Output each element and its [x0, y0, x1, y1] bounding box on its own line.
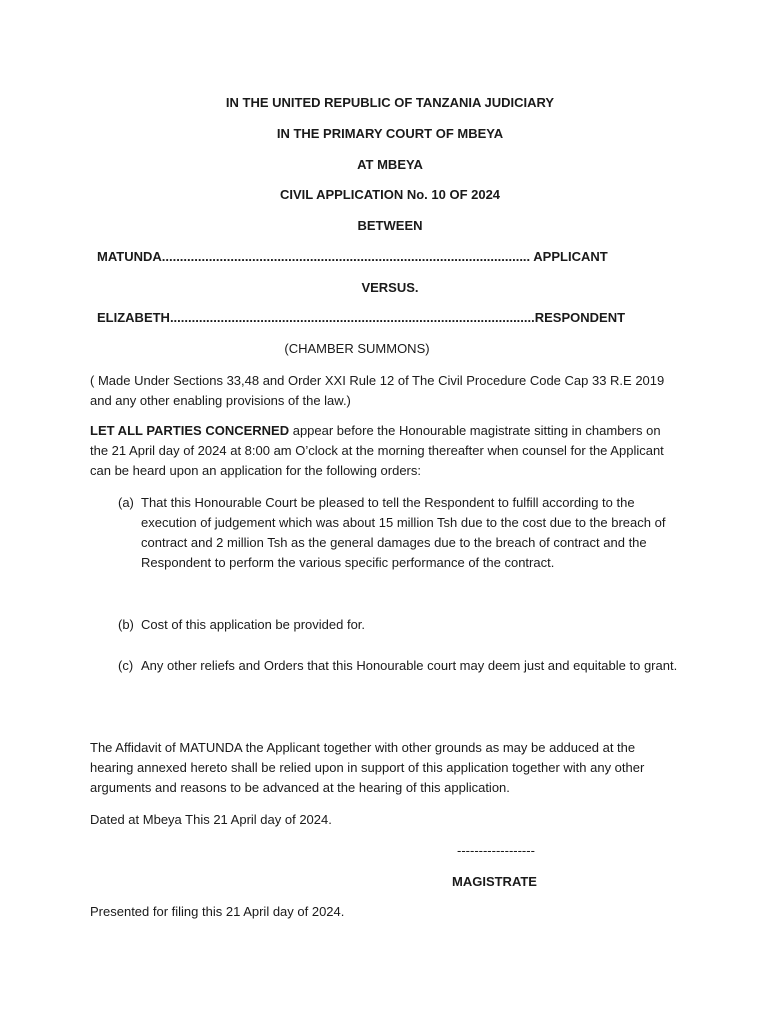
heading-republic: IN THE UNITED REPUBLIC OF TANZANIA JUDICIARY [225, 95, 555, 110]
order-text: Cost of this application be provided for. [141, 617, 366, 632]
made-under-paragraph: ( Made Under Sections 33,48 and Order XXI Rule 12 of The Civil Procedure Code Cap 33 R.E 2019 and any other enabling provisions of the law.) [90, 373, 665, 408]
heading-location: AT MBEYA [357, 157, 423, 172]
signature-line: ------------------ [457, 843, 535, 858]
heading-court: IN THE PRIMARY COURT OF MBEYA [276, 126, 504, 141]
order-text: Any other reliefs and Orders that this Honourable court may deem just and equitable to grant. [141, 658, 678, 673]
dated-line: Dated at Mbeya This 21 April day of 2024. [90, 812, 332, 827]
summons-title: (CHAMBER SUMMONS) [284, 341, 430, 356]
magistrate-label: MAGISTRATE [452, 874, 537, 889]
order-item-c [118, 656, 683, 696]
respondent-line: ELIZABETH.....................................................................................................RESPONDENT [97, 310, 626, 325]
order-letter: (c) [118, 658, 134, 673]
presented-line: Presented for filing this 21 April day of 2024. [90, 904, 345, 919]
order-item-b [118, 615, 683, 635]
heading-between: BETWEEN [357, 218, 423, 233]
order-text: That this Honourable Court be pleased to tell the Respondent to fulfill according to the execution of judgement which was about 15 million Tsh due to the cost due to the breach of contract and 2 million Tsh as the general damages due to the breach of contract and the Respondent to perform the various specific performance of the contract. [141, 495, 666, 570]
notice-paragraph [90, 421, 680, 481]
affidavit-paragraph: The Affidavit of MATUNDA the Applicant together with other grounds as may be adduced at the hearing annexed hereto shall be relied upon in support of this application together with any other arguments and reasons to be advanced at the hearing of this application. [90, 740, 645, 795]
notice-lead: LET ALL PARTIES CONCERNED [90, 423, 290, 438]
notice-body: appear before the Honourable magistrate sitting in chambers on the 21 April day of 2024 at 8:00 am O’clock at the morning thereafter when counsel for the Applicant can be heard upon an application for the following orders: [90, 423, 664, 478]
order-letter: (a) [118, 495, 134, 510]
order-letter: (b) [118, 617, 134, 632]
versus-label: VERSUS. [361, 280, 419, 295]
heading-case-number: CIVIL APPLICATION No. 10 OF 2024 [279, 187, 501, 202]
applicant-line: MATUNDA...................................................................................................... APPLICANT [97, 249, 608, 264]
order-item-a [118, 493, 683, 593]
